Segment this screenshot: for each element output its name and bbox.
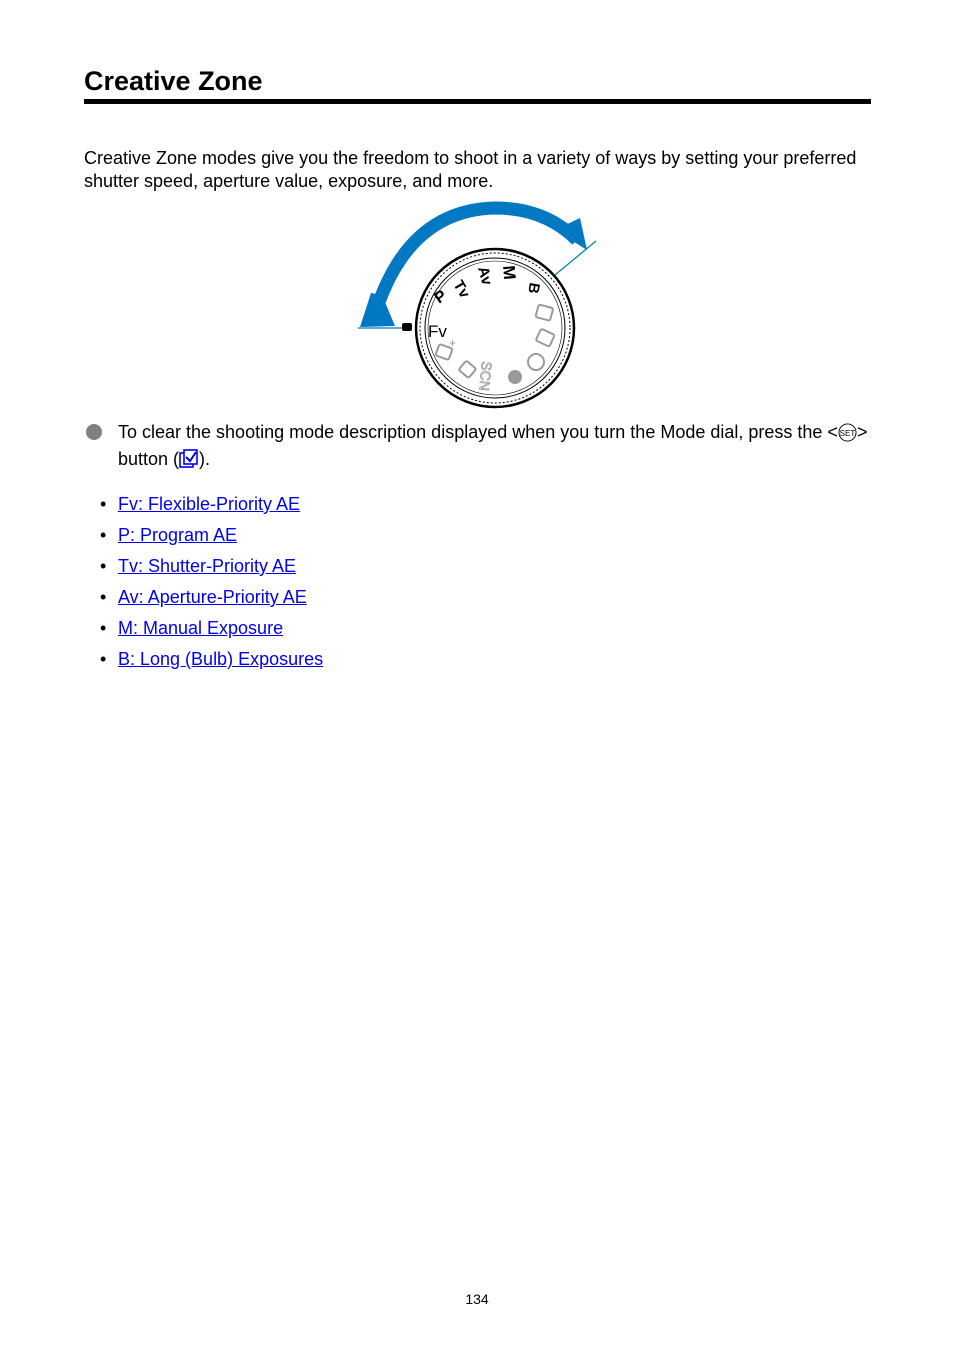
list-item xyxy=(100,646,323,677)
list-item xyxy=(100,553,323,584)
list-bullet: • xyxy=(100,618,107,638)
guide-line-right xyxy=(555,241,596,275)
list-item xyxy=(100,584,323,615)
dial-mode-scn: SCN xyxy=(476,360,495,392)
link-m-manual-exposure[interactable]: M: Manual Exposure xyxy=(118,618,284,638)
list-item xyxy=(100,522,323,553)
link-tv-shutter-priority-ae[interactable]: Tv: Shutter-Priority AE xyxy=(118,556,297,576)
rate-button-icon xyxy=(179,449,199,469)
note-text-3: ). xyxy=(199,449,211,469)
mode-dial-illustration xyxy=(355,200,600,410)
dial-mode-av: Av xyxy=(474,264,496,288)
svg-text:SET: SET xyxy=(839,428,856,438)
list-item xyxy=(100,491,323,522)
link-b-long-bulb-exposures[interactable]: B: Long (Bulb) Exposures xyxy=(118,649,324,669)
list-bullet: • xyxy=(100,525,107,545)
list-bullet: • xyxy=(100,494,107,514)
note-bullet xyxy=(86,424,102,440)
note-text-1: To clear the shooting mode description displayed when you turn the Mode dial, press the < xyxy=(118,422,838,442)
dial-mode-p: P xyxy=(431,287,451,308)
dial-mode-fv: Fv xyxy=(428,322,447,341)
dial-index-mark xyxy=(402,323,412,331)
note-paragraph xyxy=(118,419,878,473)
creative-filter-icon xyxy=(508,370,522,384)
dial-mode-m: M xyxy=(499,264,520,281)
dial-mode-tv: Tv xyxy=(449,277,474,302)
set-button-icon xyxy=(838,423,857,442)
link-p-program-ae[interactable]: P: Program AE xyxy=(118,525,238,545)
related-links-list xyxy=(100,491,323,677)
intro-paragraph: Creative Zone modes give you the freedom to shoot in a variety of ways by setting your preferred shutter speed, aperture value, exposure, and more. xyxy=(84,148,857,191)
link-fv-flexible-priority-ae[interactable]: Fv: Flexible-Priority AE xyxy=(118,494,301,514)
page-title: Creative Zone xyxy=(84,66,263,96)
auto-plus-sign-icon: + xyxy=(449,336,457,350)
list-bullet: • xyxy=(100,587,107,607)
title-divider xyxy=(84,99,871,104)
dial-mode-b: B xyxy=(524,281,543,295)
page-number: 134 xyxy=(465,1291,489,1307)
note-text-2: > button ( xyxy=(118,422,868,469)
link-av-aperture-priority-ae[interactable]: Av: Aperture-Priority AE xyxy=(118,587,307,607)
list-item xyxy=(100,615,323,646)
list-bullet: • xyxy=(100,649,107,669)
arrow-head-left xyxy=(360,293,395,327)
list-bullet: • xyxy=(100,556,107,576)
